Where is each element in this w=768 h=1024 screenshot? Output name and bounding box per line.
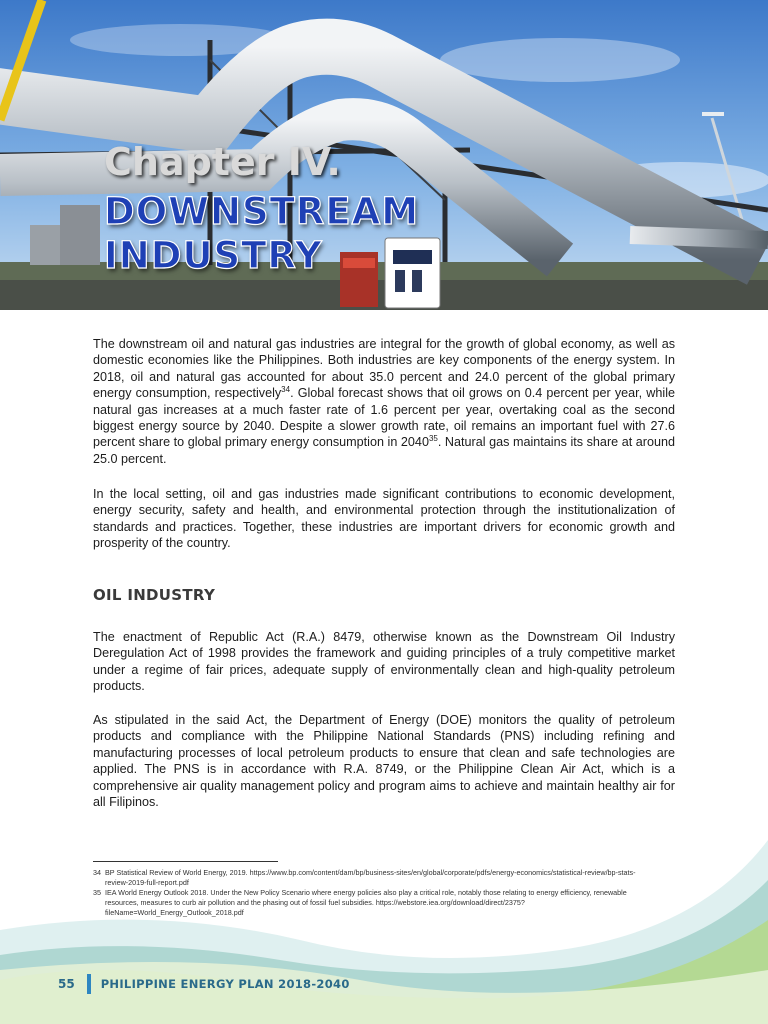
footnote-34 [93, 868, 653, 888]
doe-monitoring-paragraph: As stipulated in the said Act, the Department of Energy (DOE) monitors the quality of petroleum products and compliance with the Philippine National Standards (PNS) including refining and manufacturing processes of local petroleum products to ensure that clean and safe technologies are applied. The PNS is in accordance with R.A. 8749, or the Philippine Clean Air Act, which is a comprehensive air quality management policy and program aims to achieve and maintain healthy air for all Filipinos. [93, 713, 675, 810]
footnote-number: 35 [93, 888, 101, 897]
page-footer [58, 974, 350, 994]
chapter-title [104, 190, 524, 278]
footnote-text[interactable]: IEA World Energy Outlook 2018. Under the New Policy Scenario where energy policies also play a critical role, notably those relating to energy efficiency, renewable resources, measures to curb air pollution and the phasing out of fossil fuel subsidies. https://webstore.iea.org/download/direct/2375?fileName=World_Energy_Outlook_2018.pdf [105, 888, 627, 917]
chapter-hero-banner [0, 0, 768, 310]
section-heading-oil-industry: OIL INDUSTRY [93, 586, 216, 604]
page-number: 55 [58, 977, 75, 991]
local-setting-paragraph: In the local setting, oil and gas industries made significant contributions to economic development, energy security, safety and health, and environmental protection through the institutionalization of standards and practices. Together, these industries are important drivers for economic growth and prosperity of the country. [93, 487, 675, 551]
footnote-ref-35[interactable]: 35 [428, 434, 438, 444]
footnotes [93, 868, 653, 918]
intro-paragraph-part-3: . Natural gas maintains its share at around 25.0 percent. [93, 435, 676, 466]
chapter-number: Chapter IV. [104, 140, 341, 184]
chapter-title-line-2: INDUSTRY [104, 234, 323, 277]
intro-paragraph-part-2: . Global forecast shows that oil grows on 0.4 percent per year, while natural gas increases at a much faster rate of 1.6 percent per year, overtaking coal as the second biggest energy source by 2040. Despite a slower growth rate, oil remains an important fuel with 27.6 percent share to global primary energy consumption in 2040 [93, 386, 675, 450]
chapter-title-line-1: DOWNSTREAM [104, 190, 420, 233]
footer-divider-bar [87, 974, 91, 994]
footnote-divider [93, 861, 278, 862]
intro-paragraph-part-1: The downstream oil and natural gas industries are integral for the growth of global economy, as well as domestic economies like the Philippines. Both industries are key components of the energy system. In 2018, oil and natural gas accounted for about 35.0 percent and 24.0 percent of the global primary energy consumption, respectively [93, 337, 675, 401]
footnote-ref-34[interactable]: 34 [281, 385, 291, 395]
document-title: PHILIPPINE ENERGY PLAN 2018-2040 [100, 977, 350, 991]
intro-paragraph [93, 336, 675, 467]
footnote-text[interactable]: BP Statistical Review of World Energy, 2019. https://www.bp.com/content/dam/bp/business-sites/en/global/corporate/pdfs/energy-economics/statistical-review/bp-stats-review-2019-full-report.pdf [105, 868, 636, 887]
footnote-number: 34 [93, 868, 101, 877]
footnote-35 [93, 888, 653, 918]
ra-8479-paragraph: The enactment of Republic Act (R.A.) 8479, otherwise known as the Downstream Oil Industry Deregulation Act of 1998 provides the framework and guiding principles of a truly competitive market under a regime of fair prices, adequate supply of environmentally clean and high-quality petroleum products. [93, 630, 675, 694]
